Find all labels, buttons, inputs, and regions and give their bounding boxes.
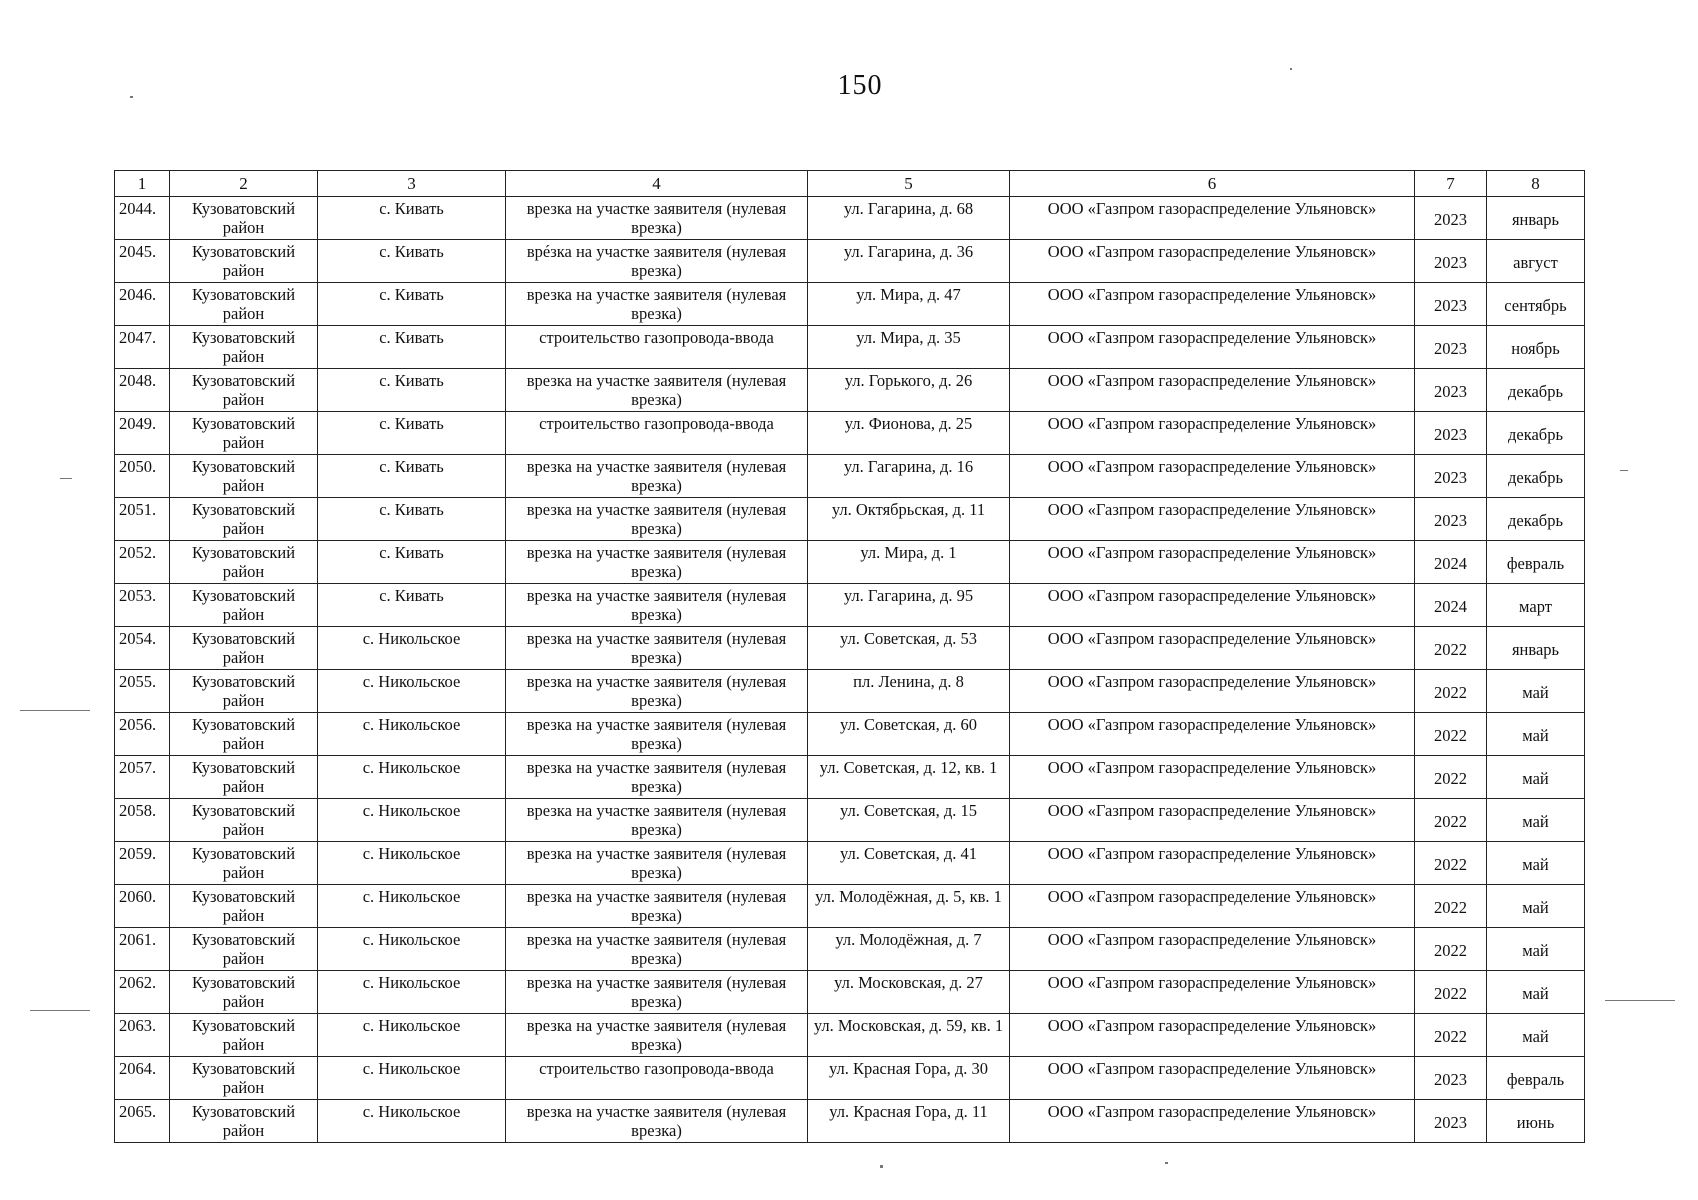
organization-cell: ООО «Газпром газораспределение Ульяновск» xyxy=(1010,928,1415,971)
district-cell: Кузоватовский район xyxy=(170,1100,318,1143)
year-cell: 2022 xyxy=(1415,971,1487,1014)
address-cell: ул. Красная Гора, д. 11 xyxy=(808,1100,1010,1143)
column-header: 8 xyxy=(1487,171,1585,197)
scan-speck xyxy=(30,1010,90,1011)
organization-cell: ООО «Газпром газораспределение Ульяновск» xyxy=(1010,240,1415,283)
year-cell: 2022 xyxy=(1415,928,1487,971)
address-cell: ул. Советская, д. 12, кв. 1 xyxy=(808,756,1010,799)
organization-cell: ООО «Газпром газораспределение Ульяновск» xyxy=(1010,283,1415,326)
page-number: 150 xyxy=(837,70,883,101)
address-cell: ул. Советская, д. 60 xyxy=(808,713,1010,756)
address-cell: ул. Мира, д. 1 xyxy=(808,541,1010,584)
locality-cell: с. Кивать xyxy=(318,283,506,326)
district-cell: Кузоватовский район xyxy=(170,756,318,799)
table-row xyxy=(115,1100,1585,1143)
work-type-cell: врезка на участке заявителя (нулевая врезка) xyxy=(506,498,808,541)
address-cell: ул. Советская, д. 53 xyxy=(808,627,1010,670)
month-cell: март xyxy=(1487,584,1585,627)
month-cell: декабрь xyxy=(1487,412,1585,455)
organization-cell: ООО «Газпром газораспределение Ульяновск» xyxy=(1010,197,1415,240)
work-type-cell: врезка на участке заявителя (нулевая врезка) xyxy=(506,885,808,928)
district-cell: Кузоватовский район xyxy=(170,369,318,412)
row-number: 2051. xyxy=(115,498,170,541)
row-number: 2054. xyxy=(115,627,170,670)
district-cell: Кузоватовский район xyxy=(170,1014,318,1057)
month-cell: май xyxy=(1487,756,1585,799)
table-row xyxy=(115,1014,1585,1057)
year-cell: 2022 xyxy=(1415,842,1487,885)
locality-cell: с. Никольское xyxy=(318,627,506,670)
table-row xyxy=(115,326,1585,369)
locality-cell: с. Кивать xyxy=(318,455,506,498)
organization-cell: ООО «Газпром газораспределение Ульяновск» xyxy=(1010,369,1415,412)
year-cell: 2023 xyxy=(1415,326,1487,369)
address-cell: ул. Гагарина, д. 16 xyxy=(808,455,1010,498)
organization-cell: ООО «Газпром газораспределение Ульяновск» xyxy=(1010,1057,1415,1100)
row-number: 2061. xyxy=(115,928,170,971)
year-cell: 2023 xyxy=(1415,1057,1487,1100)
organization-cell: ООО «Газпром газораспределение Ульяновск» xyxy=(1010,455,1415,498)
row-number: 2045. xyxy=(115,240,170,283)
month-cell: май xyxy=(1487,928,1585,971)
year-cell: 2022 xyxy=(1415,885,1487,928)
work-type-cell: врезка на участке заявителя (нулевая врезка) xyxy=(506,1100,808,1143)
district-cell: Кузоватовский район xyxy=(170,498,318,541)
month-cell: май xyxy=(1487,713,1585,756)
district-cell: Кузоватовский район xyxy=(170,627,318,670)
locality-cell: с. Кивать xyxy=(318,326,506,369)
scan-speck xyxy=(20,710,90,711)
locality-cell: с. Кивать xyxy=(318,584,506,627)
month-cell: май xyxy=(1487,842,1585,885)
month-cell: май xyxy=(1487,799,1585,842)
district-cell: Кузоватовский район xyxy=(170,412,318,455)
district-cell: Кузоватовский район xyxy=(170,283,318,326)
scan-speck xyxy=(1290,68,1292,70)
address-cell: ул. Московская, д. 27 xyxy=(808,971,1010,1014)
work-type-cell: врезка на участке заявителя (нулевая врезка) xyxy=(506,584,808,627)
district-cell: Кузоватовский район xyxy=(170,197,318,240)
year-cell: 2022 xyxy=(1415,713,1487,756)
month-cell: май xyxy=(1487,971,1585,1014)
column-header: 2 xyxy=(170,171,318,197)
month-cell: сентябрь xyxy=(1487,283,1585,326)
row-number: 2065. xyxy=(115,1100,170,1143)
work-type-cell: врезка на участке заявителя (нулевая врезка) xyxy=(506,541,808,584)
work-type-cell: врезка на участке заявителя (нулевая врезка) xyxy=(506,713,808,756)
work-type-cell: врезка на участке заявителя (нулевая врезка) xyxy=(506,670,808,713)
column-header: 5 xyxy=(808,171,1010,197)
work-type-cell: врезка на участке заявителя (нулевая врезка) xyxy=(506,455,808,498)
scan-speck xyxy=(60,478,72,479)
table-row xyxy=(115,283,1585,326)
address-cell: ул. Красная Гора, д. 30 xyxy=(808,1057,1010,1100)
locality-cell: с. Никольское xyxy=(318,799,506,842)
column-header: 6 xyxy=(1010,171,1415,197)
address-cell: ул. Гагарина, д. 36 xyxy=(808,240,1010,283)
address-cell: ул. Мира, д. 47 xyxy=(808,283,1010,326)
work-type-cell: врезка на участке заявителя (нулевая врезка) xyxy=(506,799,808,842)
scan-speck xyxy=(1620,470,1628,471)
district-cell: Кузоватовский район xyxy=(170,971,318,1014)
row-number: 2058. xyxy=(115,799,170,842)
organization-cell: ООО «Газпром газораспределение Ульяновск» xyxy=(1010,670,1415,713)
organization-cell: ООО «Газпром газораспределение Ульяновск» xyxy=(1010,971,1415,1014)
table-row xyxy=(115,197,1585,240)
address-cell: ул. Московская, д. 59, кв. 1 xyxy=(808,1014,1010,1057)
month-cell: май xyxy=(1487,885,1585,928)
year-cell: 2023 xyxy=(1415,412,1487,455)
year-cell: 2024 xyxy=(1415,541,1487,584)
table-row xyxy=(115,412,1585,455)
district-cell: Кузоватовский район xyxy=(170,885,318,928)
work-type-cell: врезка на участке заявителя (нулевая врезка) xyxy=(506,928,808,971)
table-row xyxy=(115,928,1585,971)
table-row xyxy=(115,369,1585,412)
row-number: 2049. xyxy=(115,412,170,455)
row-number: 2048. xyxy=(115,369,170,412)
year-cell: 2023 xyxy=(1415,498,1487,541)
address-cell: ул. Советская, д. 41 xyxy=(808,842,1010,885)
organization-cell: ООО «Газпром газораспределение Ульяновск» xyxy=(1010,842,1415,885)
address-cell: ул. Молодёжная, д. 5, кв. 1 xyxy=(808,885,1010,928)
month-cell: декабрь xyxy=(1487,455,1585,498)
month-cell: ноябрь xyxy=(1487,326,1585,369)
year-cell: 2022 xyxy=(1415,627,1487,670)
row-number: 2055. xyxy=(115,670,170,713)
address-cell: ул. Гагарина, д. 68 xyxy=(808,197,1010,240)
year-cell: 2023 xyxy=(1415,1100,1487,1143)
district-cell: Кузоватовский район xyxy=(170,1057,318,1100)
scan-speck xyxy=(1605,1000,1675,1001)
organization-cell: ООО «Газпром газораспределение Ульяновск» xyxy=(1010,713,1415,756)
table-row xyxy=(115,799,1585,842)
table-row xyxy=(115,713,1585,756)
table-row xyxy=(115,670,1585,713)
scan-speck xyxy=(130,96,133,98)
month-cell: декабрь xyxy=(1487,369,1585,412)
year-cell: 2023 xyxy=(1415,240,1487,283)
locality-cell: с. Никольское xyxy=(318,842,506,885)
locality-cell: с. Никольское xyxy=(318,670,506,713)
table-row xyxy=(115,756,1585,799)
table-row xyxy=(115,971,1585,1014)
table-row xyxy=(115,240,1585,283)
row-number: 2053. xyxy=(115,584,170,627)
address-cell: ул. Советская, д. 15 xyxy=(808,799,1010,842)
table-row xyxy=(115,627,1585,670)
scan-speck xyxy=(880,1165,883,1168)
row-number: 2044. xyxy=(115,197,170,240)
works-table xyxy=(114,170,1585,1143)
table-row xyxy=(115,455,1585,498)
address-cell: ул. Мира, д. 35 xyxy=(808,326,1010,369)
month-cell: февраль xyxy=(1487,541,1585,584)
organization-cell: ООО «Газпром газораспределение Ульяновск» xyxy=(1010,584,1415,627)
organization-cell: ООО «Газпром газораспределение Ульяновск» xyxy=(1010,1014,1415,1057)
locality-cell: с. Никольское xyxy=(318,885,506,928)
work-type-cell: врезка на участке заявителя (нулевая врезка) xyxy=(506,283,808,326)
locality-cell: с. Никольское xyxy=(318,1100,506,1143)
organization-cell: ООО «Газпром газораспределение Ульяновск» xyxy=(1010,412,1415,455)
locality-cell: с. Никольское xyxy=(318,1057,506,1100)
work-type-cell: врезка на участке заявителя (нулевая врезка) xyxy=(506,1014,808,1057)
work-type-cell: строительство газопровода-ввода xyxy=(506,412,808,455)
locality-cell: с. Кивать xyxy=(318,541,506,584)
district-cell: Кузоватовский район xyxy=(170,326,318,369)
district-cell: Кузоватовский район xyxy=(170,240,318,283)
work-type-cell: врезка на участке заявителя (нулевая врезка) xyxy=(506,369,808,412)
year-cell: 2023 xyxy=(1415,455,1487,498)
locality-cell: с. Кивать xyxy=(318,240,506,283)
address-cell: ул. Фионова, д. 25 xyxy=(808,412,1010,455)
district-cell: Кузоватовский район xyxy=(170,928,318,971)
row-number: 2046. xyxy=(115,283,170,326)
year-cell: 2023 xyxy=(1415,197,1487,240)
table-row xyxy=(115,842,1585,885)
district-cell: Кузоватовский район xyxy=(170,541,318,584)
row-number: 2064. xyxy=(115,1057,170,1100)
district-cell: Кузоватовский район xyxy=(170,842,318,885)
work-type-cell: строительство газопровода-ввода xyxy=(506,326,808,369)
column-header: 4 xyxy=(506,171,808,197)
locality-cell: с. Кивать xyxy=(318,498,506,541)
locality-cell: с. Никольское xyxy=(318,971,506,1014)
work-type-cell: врéзка на участке заявителя (нулевая врезка) xyxy=(506,240,808,283)
month-cell: май xyxy=(1487,670,1585,713)
header-row xyxy=(115,171,1585,197)
year-cell: 2023 xyxy=(1415,283,1487,326)
district-cell: Кузоватовский район xyxy=(170,713,318,756)
column-header: 7 xyxy=(1415,171,1487,197)
column-header: 3 xyxy=(318,171,506,197)
organization-cell: ООО «Газпром газораспределение Ульяновск» xyxy=(1010,885,1415,928)
row-number: 2047. xyxy=(115,326,170,369)
table-body xyxy=(115,197,1585,1143)
organization-cell: ООО «Газпром газораспределение Ульяновск» xyxy=(1010,627,1415,670)
organization-cell: ООО «Газпром газораспределение Ульяновск» xyxy=(1010,1100,1415,1143)
month-cell: февраль xyxy=(1487,1057,1585,1100)
organization-cell: ООО «Газпром газораспределение Ульяновск» xyxy=(1010,541,1415,584)
month-cell: январь xyxy=(1487,197,1585,240)
locality-cell: с. Кивать xyxy=(318,197,506,240)
table-row xyxy=(115,1057,1585,1100)
district-cell: Кузоватовский район xyxy=(170,584,318,627)
locality-cell: с. Никольское xyxy=(318,756,506,799)
month-cell: январь xyxy=(1487,627,1585,670)
month-cell: май xyxy=(1487,1014,1585,1057)
work-type-cell: врезка на участке заявителя (нулевая врезка) xyxy=(506,627,808,670)
column-header: 1 xyxy=(115,171,170,197)
work-type-cell: врезка на участке заявителя (нулевая врезка) xyxy=(506,197,808,240)
locality-cell: с. Никольское xyxy=(318,928,506,971)
year-cell: 2024 xyxy=(1415,584,1487,627)
address-cell: ул. Октябрьская, д. 11 xyxy=(808,498,1010,541)
year-cell: 2022 xyxy=(1415,799,1487,842)
table-row xyxy=(115,541,1585,584)
work-type-cell: строительство газопровода-ввода xyxy=(506,1057,808,1100)
locality-cell: с. Никольское xyxy=(318,1014,506,1057)
row-number: 2056. xyxy=(115,713,170,756)
work-type-cell: врезка на участке заявителя (нулевая врезка) xyxy=(506,971,808,1014)
row-number: 2062. xyxy=(115,971,170,1014)
address-cell: ул. Горького, д. 26 xyxy=(808,369,1010,412)
month-cell: август xyxy=(1487,240,1585,283)
year-cell: 2022 xyxy=(1415,1014,1487,1057)
address-cell: ул. Молодёжная, д. 7 xyxy=(808,928,1010,971)
locality-cell: с. Кивать xyxy=(318,412,506,455)
district-cell: Кузоватовский район xyxy=(170,670,318,713)
organization-cell: ООО «Газпром газораспределение Ульяновск» xyxy=(1010,799,1415,842)
row-number: 2057. xyxy=(115,756,170,799)
month-cell: декабрь xyxy=(1487,498,1585,541)
district-cell: Кузоватовский район xyxy=(170,455,318,498)
locality-cell: с. Никольское xyxy=(318,713,506,756)
organization-cell: ООО «Газпром газораспределение Ульяновск» xyxy=(1010,326,1415,369)
year-cell: 2023 xyxy=(1415,369,1487,412)
row-number: 2059. xyxy=(115,842,170,885)
address-cell: пл. Ленина, д. 8 xyxy=(808,670,1010,713)
table-row xyxy=(115,498,1585,541)
month-cell: июнь xyxy=(1487,1100,1585,1143)
year-cell: 2022 xyxy=(1415,670,1487,713)
locality-cell: с. Кивать xyxy=(318,369,506,412)
address-cell: ул. Гагарина, д. 95 xyxy=(808,584,1010,627)
table-row xyxy=(115,584,1585,627)
organization-cell: ООО «Газпром газораспределение Ульяновск» xyxy=(1010,756,1415,799)
work-type-cell: врезка на участке заявителя (нулевая врезка) xyxy=(506,842,808,885)
organization-cell: ООО «Газпром газораспределение Ульяновск» xyxy=(1010,498,1415,541)
district-cell: Кузоватовский район xyxy=(170,799,318,842)
row-number: 2050. xyxy=(115,455,170,498)
work-type-cell: врезка на участке заявителя (нулевая врезка) xyxy=(506,756,808,799)
year-cell: 2022 xyxy=(1415,756,1487,799)
row-number: 2063. xyxy=(115,1014,170,1057)
row-number: 2060. xyxy=(115,885,170,928)
scan-speck xyxy=(1165,1162,1168,1164)
row-number: 2052. xyxy=(115,541,170,584)
table-row xyxy=(115,885,1585,928)
